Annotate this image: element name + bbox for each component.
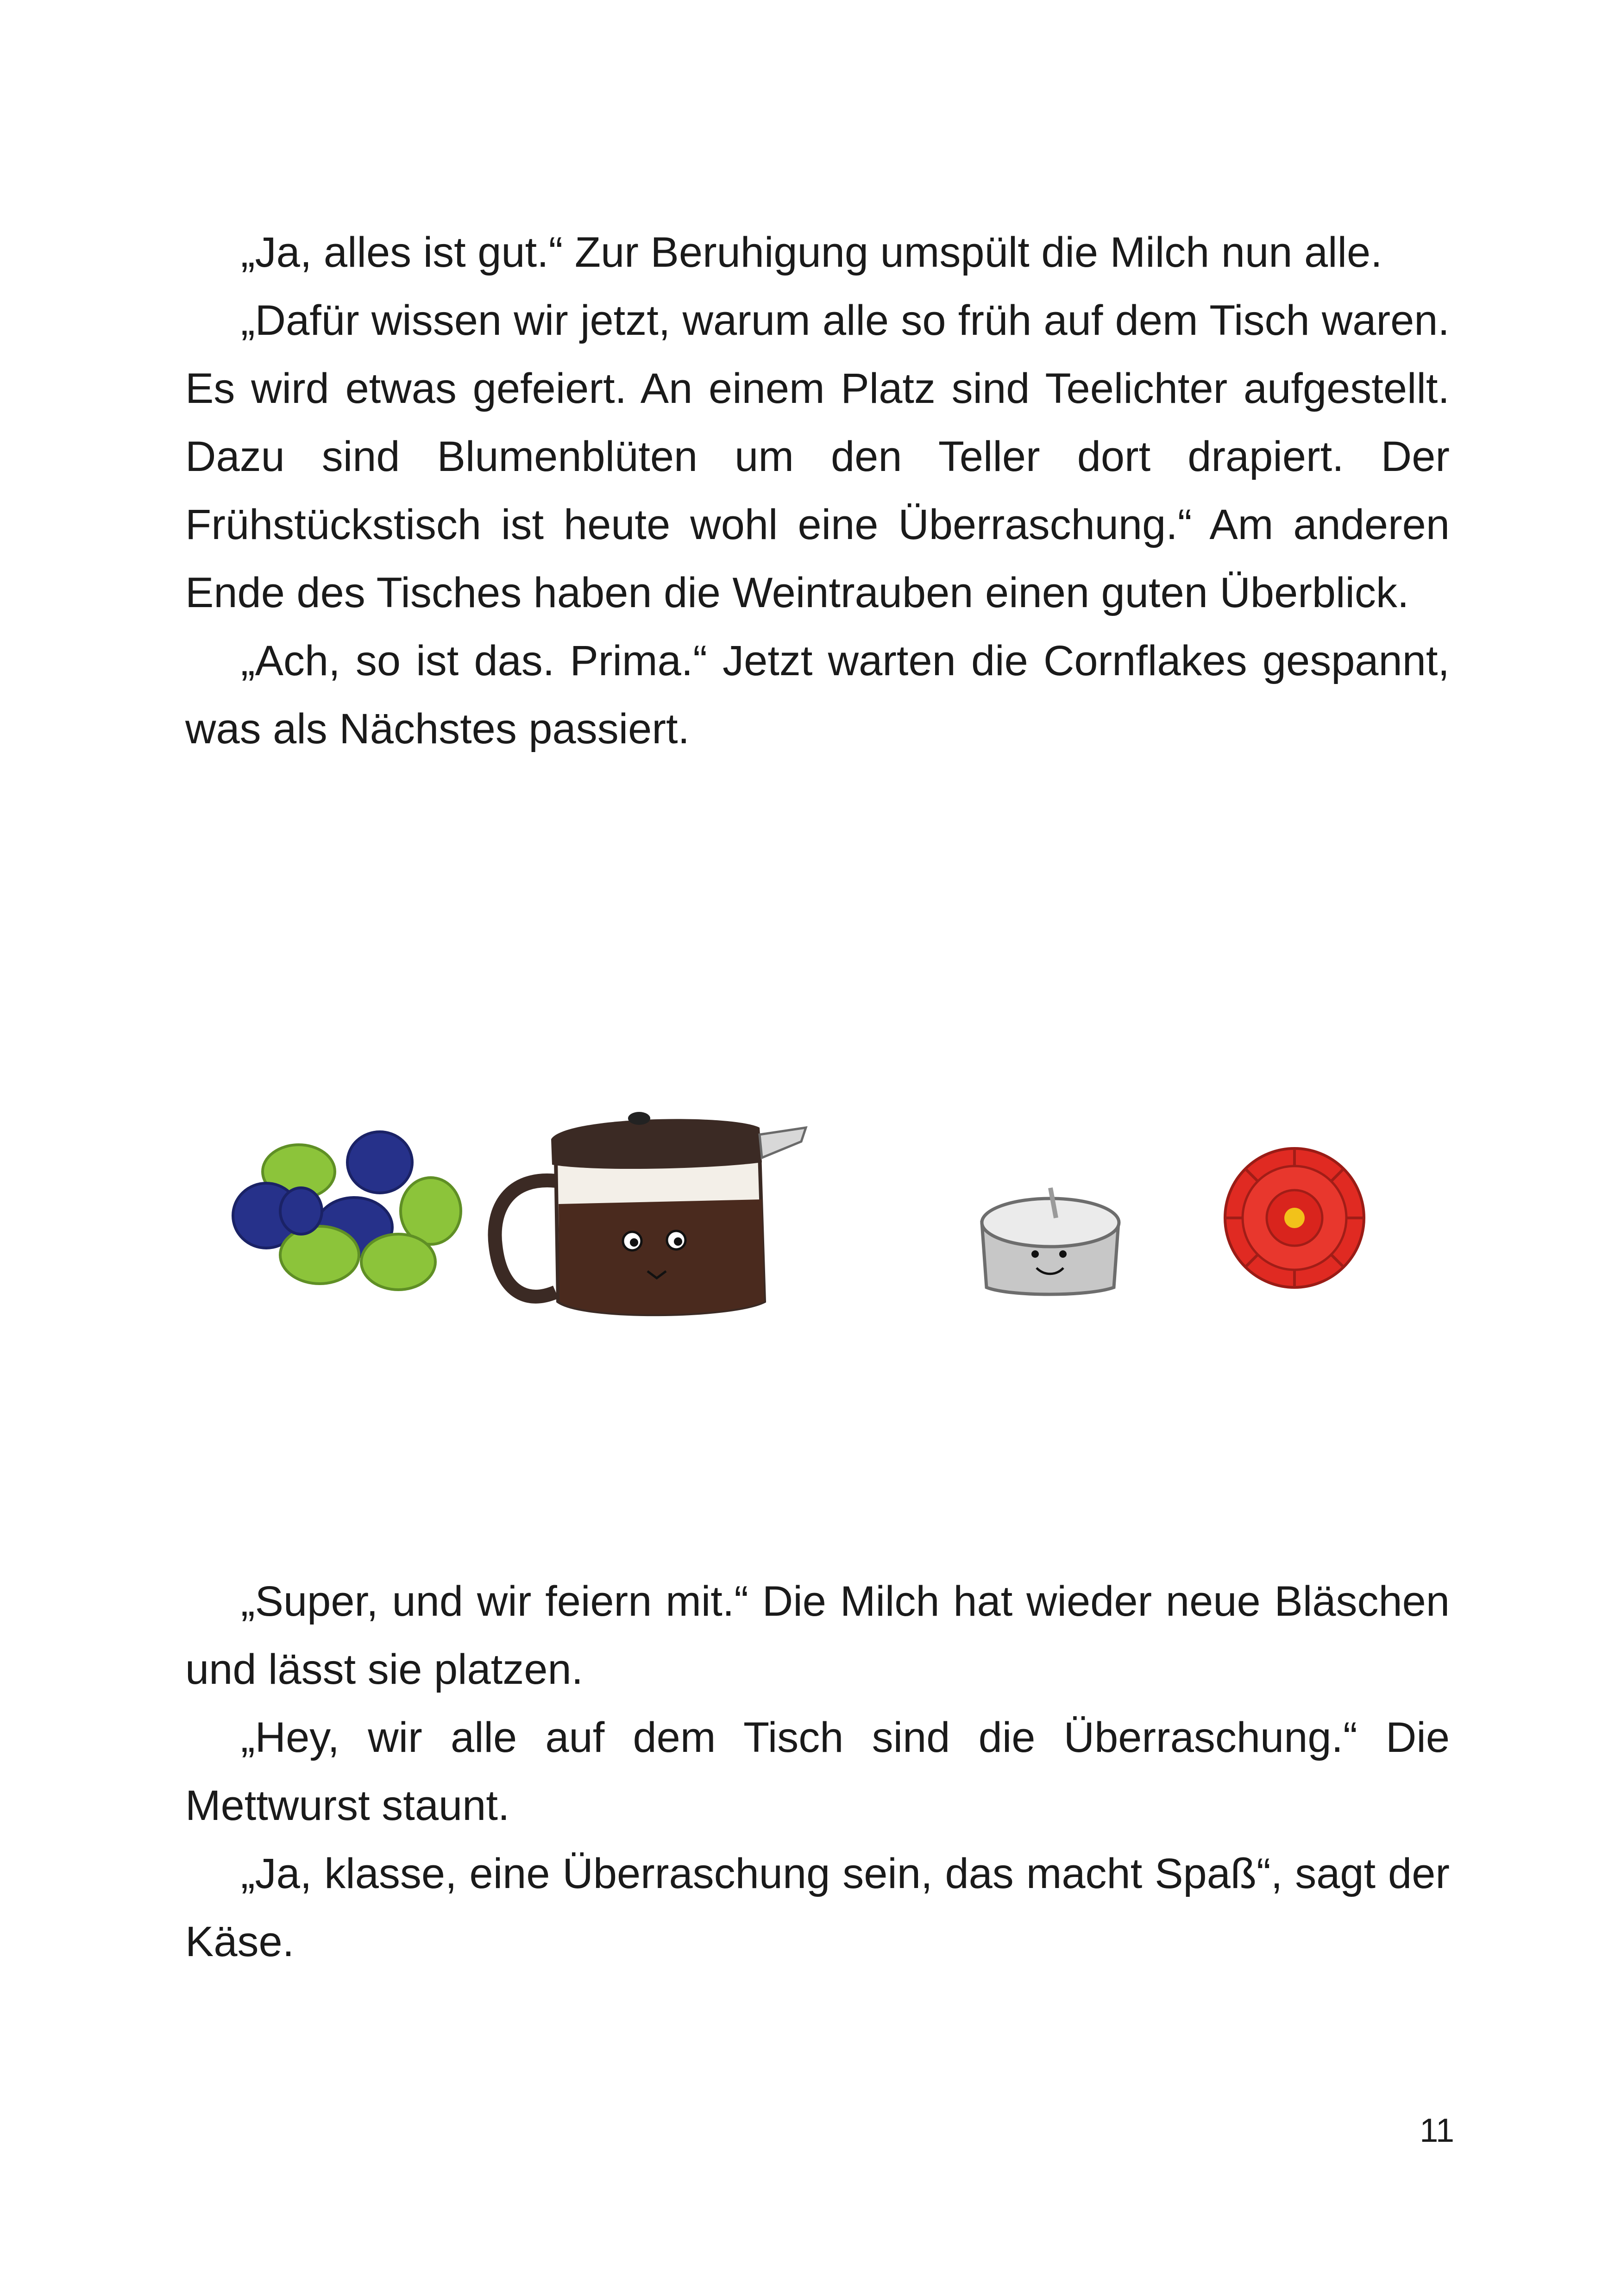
red-flower-drawing [1225, 1148, 1364, 1287]
page-number: 11 [1420, 2112, 1454, 2149]
grapes-drawing [233, 1132, 461, 1290]
paragraph: „Ja, klasse, eine Überraschung sein, das macht Spaß“, sagt der Käse. [185, 1850, 1450, 1965]
paragraph: „Ach, so ist das. Prima.“ Jetzt warten die Cornflakes gespannt, was als Nächstes passiert. [185, 637, 1450, 753]
coffee-pot-drawing [495, 1112, 806, 1314]
text-block-top [185, 219, 1450, 763]
paragraph: „Ja, alles ist gut.“ Zur Beruhigung umspült die Milch nun alle. [241, 229, 1382, 276]
paragraph: „Super, und wir feiern mit.“ Die Milch hat wieder neue Bläschen und lässt sie platzen. [185, 1578, 1450, 1693]
paragraph: „Hey, wir alle auf dem Tisch sind die Überraschung.“ Die Mettwurst staunt. [185, 1714, 1450, 1829]
breakfast-illustration [222, 1107, 1413, 1357]
paragraph: „Dafür wissen wir jetzt, warum alle so früh auf dem Tisch waren. Es wird etwas gefeiert. An einem Platz sind Teelichter aufgestellt. Dazu sind Blumenblüten um den Teller dort drapiert. Der Frühstückstisch ist heute wohl eine Überraschung.“ Am anderen Ende des Tisches haben die Weintrauben einen guten Überblick. [185, 297, 1450, 616]
text-block-bottom [185, 1568, 1450, 1976]
tealight-drawing [982, 1188, 1119, 1294]
